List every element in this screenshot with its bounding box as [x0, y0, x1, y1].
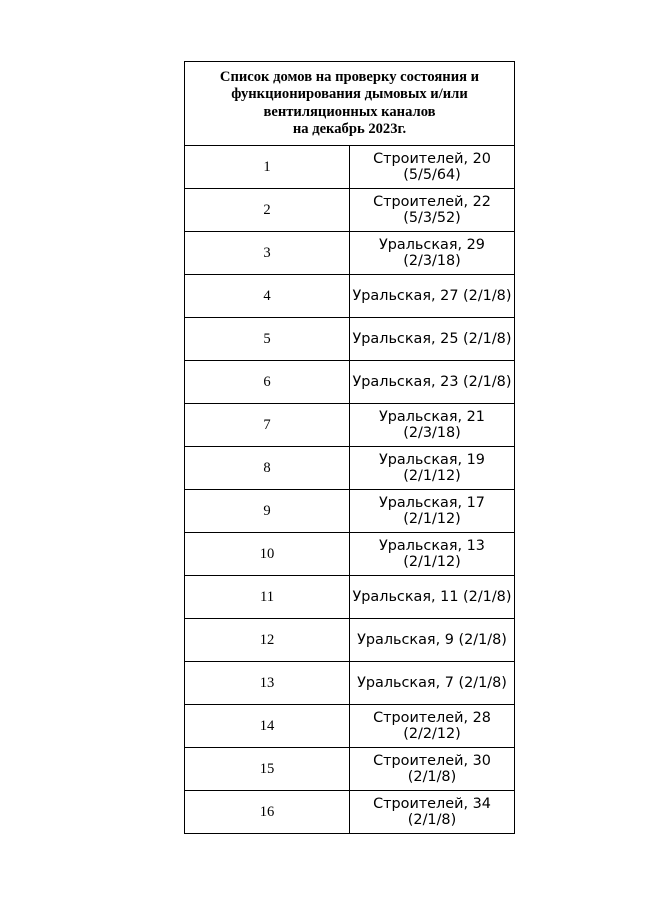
table-row [185, 791, 515, 834]
row-address: Уральская, 19 (2/1/12) [350, 447, 515, 490]
table-row [185, 361, 515, 404]
row-address: Строителей, 30 (2/1/8) [350, 748, 515, 791]
row-number: 16 [185, 791, 350, 834]
row-address: Уральская, 17 (2/1/12) [350, 490, 515, 533]
row-number: 13 [185, 662, 350, 705]
title-line-4: на декабрь 2023г. [292, 121, 407, 137]
row-number: 6 [185, 361, 350, 404]
table-row [185, 189, 515, 232]
table-row [185, 533, 515, 576]
table-row [185, 748, 515, 791]
row-number: 1 [185, 146, 350, 189]
table-row [185, 275, 515, 318]
row-number: 9 [185, 490, 350, 533]
table-row [185, 404, 515, 447]
row-number: 10 [185, 533, 350, 576]
table-row [185, 318, 515, 361]
table-row [185, 490, 515, 533]
table-row [185, 447, 515, 490]
title-line-1: Список домов на проверку состояния и [219, 68, 480, 85]
row-number: 11 [185, 576, 350, 619]
row-number: 14 [185, 705, 350, 748]
row-address: Уральская, 23 (2/1/8) [350, 361, 515, 404]
table-row [185, 146, 515, 189]
row-address: Уральская, 25 (2/1/8) [350, 318, 515, 361]
table-row [185, 662, 515, 705]
row-address: Уральская, 29 (2/3/18) [350, 232, 515, 275]
row-address: Уральская, 9 (2/1/8) [350, 619, 515, 662]
houses-table [184, 61, 515, 834]
row-address: Строителей, 20 (5/5/64) [350, 146, 515, 189]
row-address: Уральская, 21 (2/3/18) [350, 404, 515, 447]
row-address: Строителей, 28 (2/2/12) [350, 705, 515, 748]
table-row [185, 576, 515, 619]
row-number: 8 [185, 447, 350, 490]
table-row [185, 619, 515, 662]
table-row [185, 705, 515, 748]
table-title [185, 62, 515, 146]
title-row [185, 62, 515, 146]
title-line-3: вентиляционных каналов [263, 103, 436, 120]
row-number: 2 [185, 189, 350, 232]
row-address: Строителей, 22 (5/3/52) [350, 189, 515, 232]
row-address: Уральская, 27 (2/1/8) [350, 275, 515, 318]
row-number: 4 [185, 275, 350, 318]
row-number: 12 [185, 619, 350, 662]
houses-table-body [185, 62, 515, 834]
row-address: Строителей, 34 (2/1/8) [350, 791, 515, 834]
row-address: Уральская, 11 (2/1/8) [350, 576, 515, 619]
row-address: Уральская, 7 (2/1/8) [350, 662, 515, 705]
row-number: 3 [185, 232, 350, 275]
row-number: 15 [185, 748, 350, 791]
row-number: 5 [185, 318, 350, 361]
row-number: 7 [185, 404, 350, 447]
title-line-2: функционирования дымовых и/или [231, 86, 468, 102]
table-row [185, 232, 515, 275]
row-address: Уральская, 13 (2/1/12) [350, 533, 515, 576]
